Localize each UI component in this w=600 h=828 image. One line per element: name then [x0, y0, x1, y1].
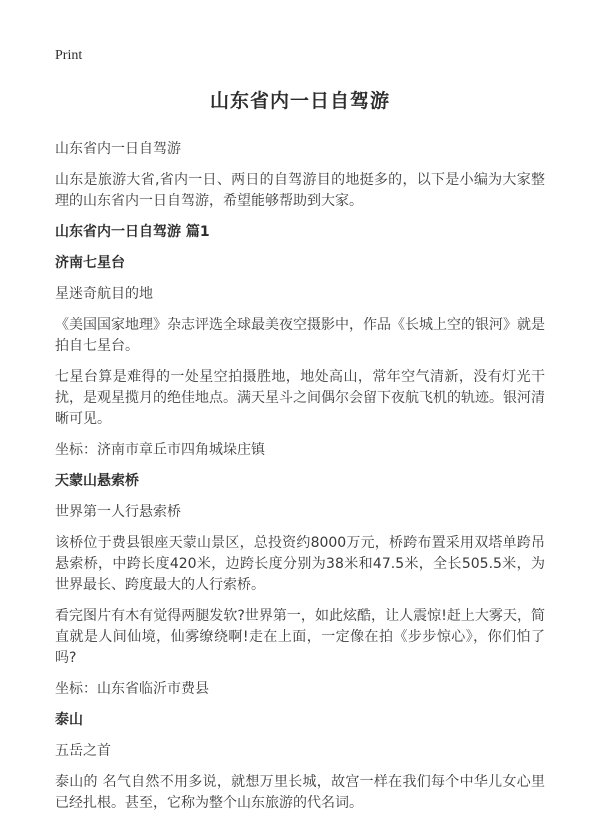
tianmengshan-paragraph-2: 看完图片有木有觉得两腿发软?世界第一，如此炫酷，让人震惊!赶上大雾天，简直就是人间仙境，仙雾缭绕啊!走在上面，一定像在拍《步步惊心》，你们怕了吗? — [55, 608, 545, 666]
taishan-paragraph-1: 泰山的 名气自然不用多说，就想万里长城，故宫一样在我们每个中华儿女心里已经扎根。甚至，它称为整个山东旅游的代名词。 — [55, 774, 545, 811]
section-heading-tianmengshan: 天蒙山悬索桥 — [55, 473, 139, 489]
print-link[interactable]: Print — [55, 48, 83, 63]
coordinates-jinan: 坐标：济南市章丘市四角城垛庄镇 — [55, 442, 265, 458]
qixingtai-paragraph-2: 七星台算是难得的一处星空拍摄胜地，地处高山，常年空气清新，没有灯光干扰，是观星揽月的绝佳地点。满天星斗之间偶尔会留下夜航飞机的轨迹。银河清晰可见。 — [55, 369, 545, 427]
coordinates-feixian: 坐标：山东省临沂市费县 — [55, 681, 209, 697]
taishan-tagline: 五岳之首 — [55, 743, 111, 759]
tianmengshan-tagline: 世界第一人行悬索桥 — [55, 504, 181, 520]
section-heading-qixingtai: 济南七星台 — [55, 255, 125, 271]
section-heading-pian1: 山东省内一日自驾游 篇1 — [55, 224, 210, 240]
tianmengshan-paragraph-1: 该桥位于费县银座天蒙山景区，总投资约8000万元，桥跨布置采用双塔单跨吊悬索桥，中跨长度420米，边跨长度分别为38米和47.5米，全长505.5米，为世界最长、跨度最大的人行索桥。 — [55, 535, 545, 593]
qixingtai-paragraph-1: 《美国国家地理》杂志评选全球最美夜空摄影中，作品《长城上空的银河》就是拍自七星台。 — [55, 317, 545, 354]
doc-subtitle: 山东省内一日自驾游 — [55, 141, 181, 157]
section-heading-taishan: 泰山 — [55, 712, 83, 728]
intro-paragraph: 山东是旅游大省,省内一日、两日的自驾游目的地挺多的，以下是小编为大家整理的山东省内一日自驾游，希望能够帮助到大家。 — [55, 172, 545, 209]
page-title: 山东省内一日自驾游 — [209, 90, 390, 112]
qixingtai-tagline: 星迷奇航目的地 — [55, 286, 153, 302]
